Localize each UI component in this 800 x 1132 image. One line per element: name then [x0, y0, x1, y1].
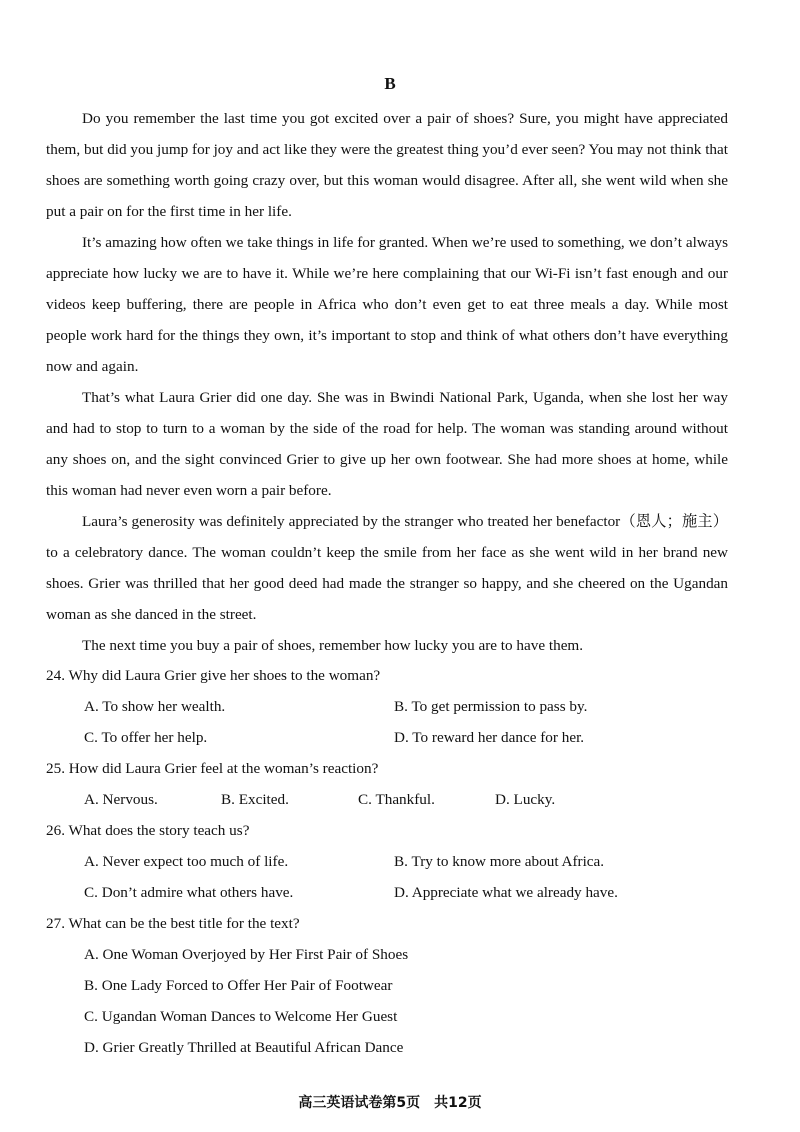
section-title: B [384, 74, 396, 93]
reading-passage [46, 103, 728, 661]
option-b: B. Try to know more about Africa. [394, 853, 605, 870]
option-a: A. Nervous. [84, 791, 158, 808]
paragraph-3: That’s what Laura Grier did one day. She was in Bwindi National Park, Uganda, when she lost her way and had to stop to turn to a woman by the side of the road for help. The woman was standing around without any shoes on, and the sight convinced Grier to give up her own footwear. She had more shoes at home, while this woman had never even worn a pair before. [46, 389, 728, 499]
question-stem: 24. Why did Laura Grier give her shoes to the woman? [46, 667, 381, 684]
question-list [46, 660, 728, 1063]
question-25 [46, 753, 728, 815]
option-d: D. Grier Greatly Thrilled at Beautiful African Dance [84, 1039, 404, 1056]
option-c: C. To offer her help. [84, 729, 208, 746]
option-b: B. One Lady Forced to Offer Her Pair of Footwear [84, 977, 393, 994]
option-c: C. Ugandan Woman Dances to Welcome Her Guest [84, 1008, 398, 1025]
question-stem: 27. What can be the best title for the text? [46, 915, 300, 932]
option-b: B. Excited. [221, 791, 289, 808]
question-27 [46, 908, 728, 1063]
page-footer: 高三英语试卷第5页 共12页 [298, 1095, 482, 1111]
option-c: C. Don’t admire what others have. [84, 884, 294, 901]
option-d: D. Lucky. [495, 791, 556, 808]
option-d: D. Appreciate what we already have. [394, 884, 618, 901]
paragraph-5: The next time you buy a pair of shoes, remember how lucky you are to have them. [82, 637, 584, 654]
option-a: A. Never expect too much of life. [84, 853, 289, 870]
paragraph-2: It’s amazing how often we take things in life for granted. When we’re used to something, we don’t always appreciate how lucky we are to have it. While we’re here complaining that our Wi-Fi isn’t fast enough and our videos keep buffering, there are people in Africa who don’t even get to eat three meals a day. While most people work hard for the things they own, it’s important to stop and think of what others don’t have everything now and again. [46, 234, 728, 375]
question-stem: 25. How did Laura Grier feel at the woman’s reaction? [46, 760, 379, 777]
question-26 [46, 815, 728, 908]
option-a: A. One Woman Overjoyed by Her First Pair of Shoes [84, 946, 409, 963]
paragraph-1: Do you remember the last time you got excited over a pair of shoes? Sure, you might have appreciated them, but did you jump for joy and act like they were the greatest thing you’d ever seen? You may not think that shoes are something worth going crazy over, but this woman would disagree. After all, she went wild when she put a pair on for the first time in her life. [46, 110, 728, 220]
option-c: C. Thankful. [358, 791, 435, 808]
question-24 [46, 660, 728, 753]
paragraph-4: Laura’s generosity was definitely appreciated by the stranger who treated her benefactor（恩人；施主）to a celebratory dance. The woman couldn’t keep the smile from her face as she went wild in her brand new shoes. Grier was thrilled that her good deed had made the stranger so happy, and she cheered on the Ugandan woman as she danced in the street. [46, 513, 728, 623]
option-a: A. To show her wealth. [84, 698, 226, 715]
option-b: B. To get permission to pass by. [394, 698, 588, 715]
question-stem: 26. What does the story teach us? [46, 822, 250, 839]
option-d: D. To reward her dance for her. [394, 729, 585, 746]
